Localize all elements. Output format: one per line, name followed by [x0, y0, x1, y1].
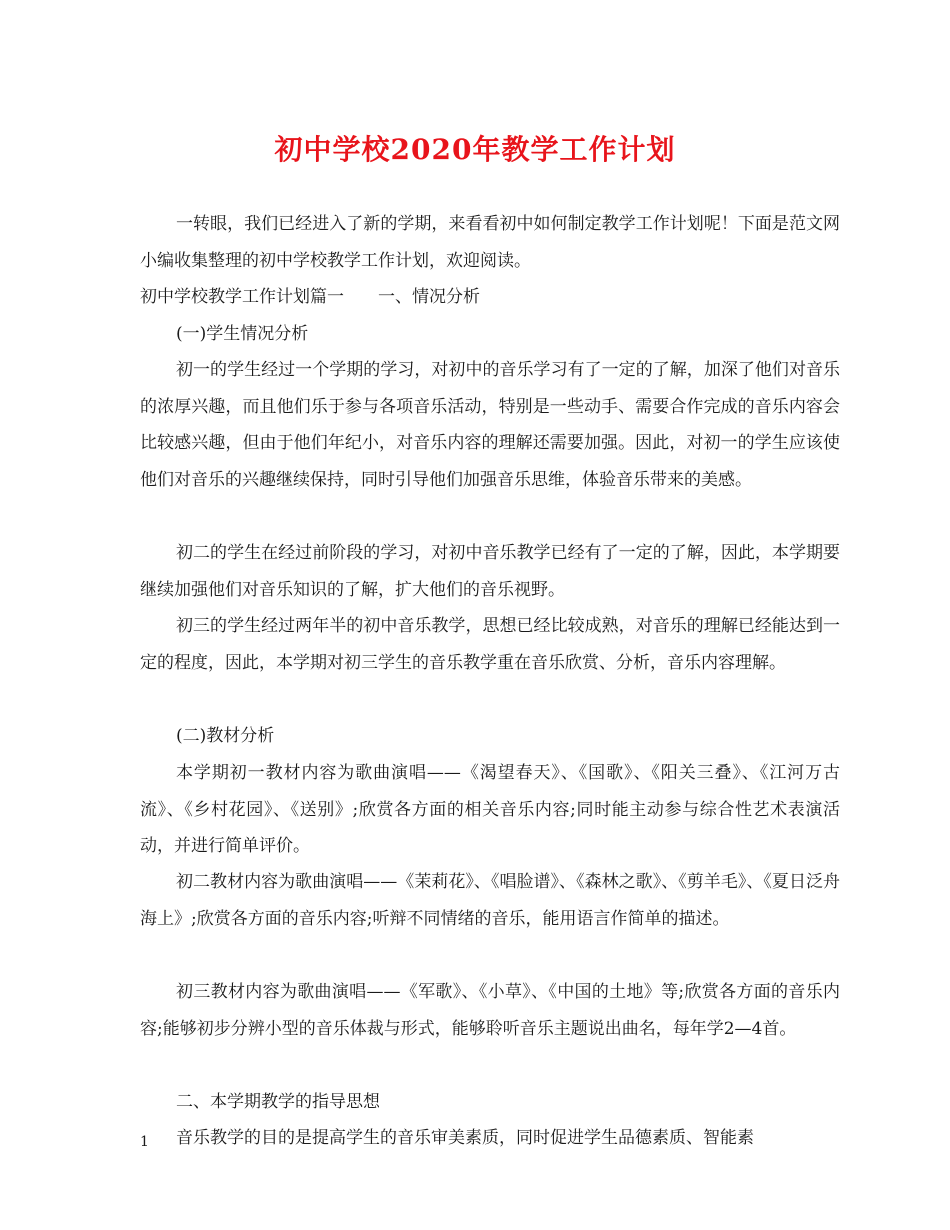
paragraph-grade2-students: 初二的学生在经过前阶段的学习，对初中音乐教学已经有了一定的了解，因此，本学期要继续加强他们对音乐知识的了解，扩大他们的音乐视野。 [140, 543, 840, 600]
paragraph-guiding-principle: 音乐教学的目的是提高学生的音乐审美素质，同时促进学生品德素质、智能素 [176, 1128, 754, 1148]
document-title: 初中学校2020年教学工作计划 [274, 133, 676, 166]
subheading-textbook-analysis: (二)教材分析 [176, 726, 275, 746]
paragraph-grade3-students: 初三的学生经过两年半的初中音乐教学，思想已经比较成熟，对音乐的理解已经能达到一定的程度，因此，本学期对初三学生的音乐教学重在音乐欣赏、分析，音乐内容理解。 [140, 616, 840, 673]
section-heading-2: 二、本学期教学的指导思想 [176, 1092, 380, 1112]
paragraph-grade2-textbook: 初二教材内容为歌曲演唱——《茉莉花》、《唱脸谱》、《森林之歌》、《剪羊毛》、《夏日泛舟海上》;欣赏各方面的音乐内容;听辩不同情绪的音乐，能用语言作简单的描述。 [140, 872, 840, 929]
paragraph-grade3-textbook: 初三教材内容为歌曲演唱——《军歌》、《小草》、《中国的土地》等;欣赏各方面的音乐内容;能够初步分辨小型的音乐体裁与形式，能够聆听音乐主题说出曲名，每年学2—4首。 [140, 982, 840, 1039]
paragraph-grade1-students: 初一的学生经过一个学期的学习，对初中的音乐学习有了一定的了解，加深了他们对音乐的浓厚兴趣，而且他们乐于参与各项音乐活动，特别是一些动手、需要合作完成的音乐内容会比较感兴趣，但由于他们年纪小，对音乐内容的理解还需要加强。因此，对初一的学生应该使他们对音乐的兴趣继续保持，同时引导他们加强音乐思维，体验音乐带来的美感。 [140, 360, 840, 490]
paragraph-intro: 一转眼，我们已经进入了新的学期，来看看初中如何制定教学工作计划呢！下面是范文网小编收集整理的初中学校教学工作计划，欢迎阅读。 [140, 214, 840, 271]
subheading-student-analysis: (一)学生情况分析 [176, 324, 309, 344]
paragraph-grade1-textbook: 本学期初一教材内容为歌曲演唱——《渴望春天》、《国歌》、《阳关三叠》、《江河万古流》、《乡村花园》、《送别》;欣赏各方面的相关音乐内容;同时能主动参与综合性艺术表演活动，并进行简单评价。 [140, 763, 840, 857]
section-heading-1: 初中学校教学工作计划篇一 一、情况分析 [140, 287, 480, 307]
page-number: 1 [140, 1134, 149, 1150]
